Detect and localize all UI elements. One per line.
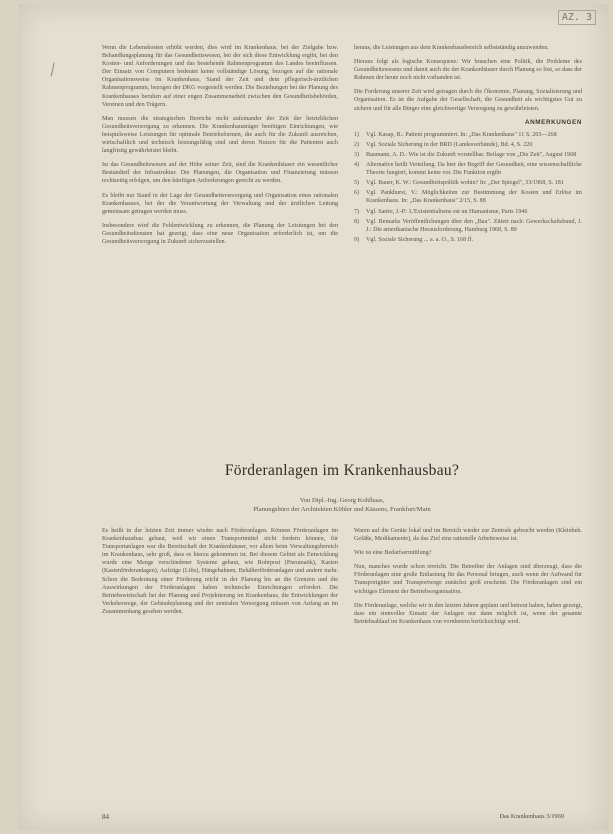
note-text: Alternative heißt Verteilung. Da hier der Begriff der Gesundheit, eine wissenschaftliche Theorie fungiert, kommt keine vor. Die Funktion ergibt: [366, 162, 582, 177]
note-number: 9): [354, 236, 360, 243]
author-name: Von Dipl.-Ing. Georg Kohlhaas,: [299, 497, 385, 504]
note-text: Vgl. Bauer, K. W.: Gesundheitspolitik wohin? In: „Der Spiegel", 33/1968, S. 181: [366, 180, 564, 187]
paragraph: Nun, manches wurde schon erreicht. Die Betreiber der Anlagen sind überzeugt, dass die Förderanlagen eine große Entlastung für das Personal bringen, auch wenn der Aufwand für Transportgüter und Transportwege zunächst groß erscheint. Die Förderanlagen sind ein wichtiges Element der Betriebsorganisation.: [354, 564, 582, 595]
paragraph: Hieraus folgt als logische Konsequenz: Wir brauchen eine Politik, die Probleme des Gesundheitswesens und damit auch die der Krankenhäuser durch Planung so löst, so dass der Rahmen der heute noch nicht vorhanden ist.: [354, 59, 582, 82]
notes-list: [354, 131, 582, 244]
subheading: Wie ist eine Bedarfsermittlung?: [354, 550, 432, 557]
journal-source: Das Krankenhaus 3/1969: [499, 813, 564, 820]
note-text: Vgl. Soziale Sicherung ... a. a. O., S. 168 ff.: [366, 236, 474, 243]
paragraph: Es heißt in der letzten Zeit immer wieder nach Förderanlagen. Können Förderanlagen im Krankenhausbau gebaut, weil wir einen Transportmittel nicht fordern können, für Transportanlagen war die Bereitschaft der Krankenhäuser, vor allem beim Verwaltungsbereich im Krankenhaus, sehr groß, dass es hierzu gekommen ist. Bei diesem Gebiet als Entwicklung wurde eine Menge verschiedener Systeme gebaut, wie Rohrpost (Pneumatik), Kasten (Kastenförderanlagen), Aufzüge (Lifts), Hängebahnen, Behälterförderanlagen und andere mehr. Schon die Bedeutung einer Förderung reicht in der Planung bis an die Grenzen und die Auswirkungen der Förderanlagen haben technische Einrichtungen erfordert. Die Betriebswirtschaft bei der Planung und Projektierung im Krankenhaus, die Entwicklungen der Verkehrswege, der Gebäudeplanung und der zentralen Versorgung müssen von Anfang an im Zusammenhang gesehen werden.: [102, 528, 338, 615]
note-text: Baumann, A. D.: Wie ist die Zukunft vorstellbar. Beilage von „Die Zeit", August 1968: [366, 151, 577, 158]
left-column-top: [102, 44, 338, 252]
paragraph: Es bleibt nur Stand in der Lage der Gesundheitsversorgung und Organisation eines rationalen Krankenhauses, bei der die Verantwortung der Verwaltung und der ärztlichen Leitung gemeinsam getragen werden muss.: [102, 192, 338, 215]
paragraph: Waren auf die Geräte lokal und im Bereich wieder zur Zentrale gebracht werden (Kleinbeh. Gefäße, Medikamente), da das Ziel eine rationelle Arbeitsweise ist.: [354, 528, 582, 543]
right-column-top: [354, 44, 582, 246]
paragraph: Die Förderanlage, welche wir in den letzten Jahren geplant und betreut haben, haben gezeigt, dass ein sinnvoller Einsatz der Anlagen nur dann möglich ist, wenn der gesamte Betriebsablauf im Krankenhaus von vornherein berücksichtigt wird.: [354, 602, 582, 625]
note-text: Vgl. Sartre, J.-P.: L'Existentialisme est un Humanisme, Paris 1946: [366, 208, 528, 215]
note-number: 1): [354, 131, 360, 138]
note-item: [354, 218, 582, 234]
author-affiliation: Planungsbüro der Architekten Köhler und Kässens, Frankfurt/Main: [253, 506, 431, 513]
article-author: [102, 496, 582, 514]
document-page: [18, 4, 608, 830]
paragraph: Insbesondere wird die Fehlentwicklung zu erkennen, die Planung der Leistungen bei den Gesundheitsdiensten hat gezeigt, dass eine neue Organisation erforderlich ist, um die Gesundheitsversorgung in Zukunft sicherzustellen.: [102, 222, 338, 245]
right-column-bottom: [354, 527, 582, 632]
paragraph: heraus, die Leistungen aus dem Krankenhausbereich selbstständig anzuwenden.: [354, 45, 549, 51]
corner-stamp: AZ. 3: [558, 10, 596, 25]
note-item: [354, 131, 582, 139]
note-number: 6): [354, 190, 360, 197]
note-item: [354, 161, 582, 177]
notes-heading: ANMERKUNGEN: [525, 118, 582, 126]
page-number: 84: [102, 813, 109, 821]
note-item: [354, 141, 582, 149]
note-number: 5): [354, 180, 360, 187]
note-text: Vgl. Soziale Sicherung in der BRD (Landesverbände), Bd. 4, S. 220: [366, 141, 533, 148]
note-text: Vgl. Kasap, R.: Patient programmiert. In: „Das Krankenhaus" 11 S. 265—268: [366, 131, 557, 138]
note-text: Vgl. Pankhurst, V.: Möglichkeiten zur Bestimmung der Kosten und Erlöse im Krankenhaus. In: „Das Krankenhaus" 2/15, S. 88: [366, 190, 582, 205]
note-item: [354, 236, 582, 244]
paragraph: Wenn die Lebenskosten erhöht werden, dies wird im Krankenhaus, bei der Zielgabe bzw. Behandlungsplanung für das Gesundheitswesen, bei der sich diese Entwicklung ergibt, bei den Kosten- und Anforderungen und das bestehende Rahmenprogramm des Landes beeinflussen. Der Einsatz von Computern bedeutet keine vollständige Lösung, bezogen auf die rationale Organisationsweise im Krankenhaus, Stand der Zeit und dem pflegerisch-ärztlichen Rahmenprogramm, bezogen der DKG vorgestellt werden. Die Beziehungen bei der Planung des Krankenhauses beruhen auf einer engen Zusammenarbeit zwischen den Gesundheitsbehörden, Vereinen und den Trägern.: [102, 45, 338, 108]
paragraph: Ist das Gesundheitswesen auf der Höhe seiner Zeit, sind die Krankenhäuser ein wesentlicher Bestandteil der Infrastruktur. Die Planungen, die Organisation und Finanzierung müssen rechtzeitig erfolgen, um den künftigen Anforderungen gerecht zu werden.: [102, 162, 338, 185]
paragraph: Die Forderung unserer Zeit wird getragen durch die Ökonomie, Planung, Sozialisierung und Organisation. Es ist die Aufgabe der Gesellschaft, die Gesundheit als wichtigstes Gut zu sichern und für alle Bürger eine gleichwertige Versorgung zu gewährleisten.: [354, 89, 582, 112]
note-number: 8): [354, 218, 360, 225]
note-number: 2): [354, 141, 360, 148]
left-column-bottom: [102, 527, 338, 622]
paragraph: Man mussen die strategischen Bereiche nicht aufeinander der Zeit der betrieblichen Gesundheitsversorgung zu erkennen. Die Krankenhausträger benötigen Einrichtungen, wie beispielsweise Leistungen für optimale Betriebsformen, die auch für die Zukunft ausreichen, wirtschaftlich und technisch leistungsfähig sind und deren Nutzen für die Patienten auch langfristig gewährleistet bleibt.: [102, 115, 338, 155]
note-item: [354, 179, 582, 187]
note-item: [354, 189, 582, 205]
article-title: Förderanlagen im Krankenhausbau?: [224, 462, 460, 479]
note-item: [354, 151, 582, 159]
note-number: 7): [354, 208, 360, 215]
note-text: Vgl. Remarks Veröffentlichungen über den „Bau". Zitiert nach: Gewerkschaftsbund, J. J.: Die amerikanische Herausforderung, Hamburg 1968, S. 89: [366, 218, 582, 233]
margin-pencil-mark: [51, 63, 69, 80]
note-number: 3): [354, 151, 360, 158]
note-item: [354, 208, 582, 216]
note-number: 4): [354, 162, 360, 169]
